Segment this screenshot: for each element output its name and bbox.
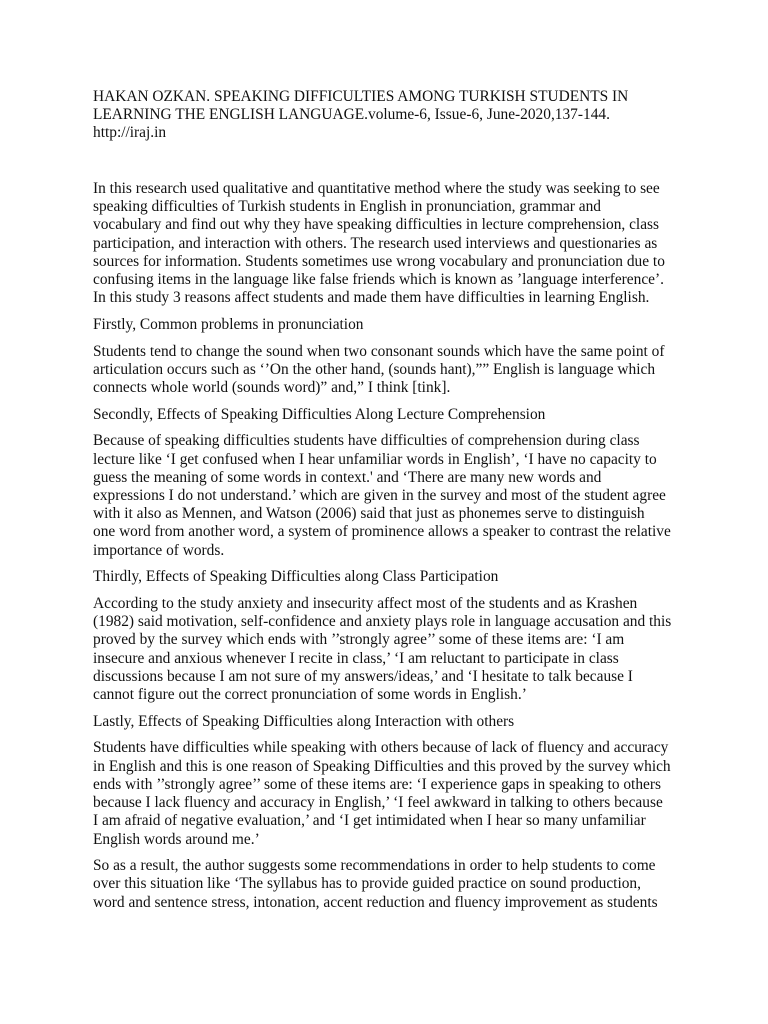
text-line: Firstly, Common problems in pronunciation: [93, 315, 364, 333]
body-paragraph: [93, 343, 683, 398]
text-line: Lastly, Effects of Speaking Difficulties along Interaction with others: [93, 712, 515, 730]
text-line: confusing items in the language like false friends which is known as ’language interference’.: [93, 271, 664, 289]
text-line: Thirdly, Effects of Speaking Difficulties along Class Participation: [93, 568, 499, 586]
text-line: (1982) said motivation, self-confidence and anxiety plays role in language accusation and this: [93, 613, 672, 631]
section-heading: [93, 713, 683, 731]
body-paragraph: [93, 739, 683, 848]
text-line: In this study 3 reasons affect students and made them have difficulties in learning English.: [93, 289, 650, 307]
text-line: participation, and interaction with others. The research used interviews and questionaries as: [93, 234, 658, 252]
text-line: English words around me.’: [93, 830, 260, 848]
text-line: in English and this is one reason of Speaking Difficulties and this proved by the survey which: [93, 757, 671, 775]
section-heading: [93, 316, 683, 334]
text-line: speaking difficulties of Turkish students in English in pronunciation, grammar and: [93, 198, 601, 216]
citation-reference: [93, 88, 683, 143]
text-line: importance of words.: [93, 541, 225, 559]
citation-line: HAKAN OZKAN. SPEAKING DIFFICULTIES AMONG TURKISH STUDENTS IN: [93, 88, 629, 105]
text-line: ends with ’’strongly agree’’ some of these items are: ‘I experience gaps in speaking to others: [93, 775, 661, 793]
text-line: According to the study anxiety and insecurity affect most of the students and as Krashen: [93, 595, 638, 613]
text-line: proved by the survey which ends with ’’strongly agree’’ some of these items are: ‘I am: [93, 631, 625, 649]
text-line: In this research used qualitative and quantitative method where the study was seeking to see: [93, 180, 660, 197]
text-line: word and sentence stress, intonation, accent reduction and fluency improvement as students: [93, 893, 658, 911]
text-line: vocabulary and find out why they have speaking difficulties in lecture comprehension, class: [93, 216, 660, 234]
body-paragraph: [93, 595, 683, 704]
text-line: So as a result, the author suggests some recommendations in order to help students to come: [93, 857, 656, 875]
text-line: articulation occurs such as ‘’On the other hand, (sounds hant),”” English is language which: [93, 360, 656, 378]
text-line: over this situation like ‘The syllabus has to provide guided practice on sound production,: [93, 875, 641, 893]
text-line: cannot figure out the correct pronunciation of some words in English.’: [93, 686, 527, 704]
body-paragraph: [93, 857, 683, 912]
text-line: connects whole world (sounds word)” and,” I think [tink].: [93, 379, 451, 397]
text-line: one word from another word, a system of prominence allows a speaker to contrast the relative: [93, 523, 671, 541]
text-line: insecure and anxious whenever I recite in class,’ ‘I am reluctant to participate in class: [93, 649, 619, 667]
citation-line: http://iraj.in: [93, 124, 167, 142]
text-line: Because of speaking difficulties students have difficulties of comprehension during class: [93, 432, 640, 450]
section-heading: [93, 568, 683, 586]
text-line: with it also as Mennen, and Watson (2006) said that just as phonemes serve to distinguish: [93, 505, 645, 523]
text-line: expressions I do not understand.’ which are given in the survey and most of the student agree: [93, 487, 666, 505]
section-heading: [93, 406, 683, 424]
text-line: guess the meaning of some words in context.' and ‘There are many new words and: [93, 468, 602, 486]
text-line: Students have difficulties while speaking with others because of lack of fluency and accuracy: [93, 739, 669, 757]
text-line: I am afraid of negative evaluation,’ and ‘I get intimidated when I hear so many unfamiliar: [93, 812, 646, 830]
text-line: Secondly, Effects of Speaking Difficulties Along Lecture Comprehension: [93, 405, 546, 423]
citation-line: LEARNING THE ENGLISH LANGUAGE.volume-6, Issue-6, June-2020,137-144.: [93, 106, 610, 124]
text-line: because I lack fluency and accuracy in English,’ ‘I feel awkward in talking to others because: [93, 794, 663, 812]
body-paragraph: [93, 432, 683, 559]
body-paragraph: [93, 180, 683, 307]
document-body: [93, 180, 683, 920]
text-line: Students tend to change the sound when two consonant sounds which have the same point of: [93, 342, 665, 360]
text-line: sources for information. Students sometimes use wrong vocabulary and pronunciation due to: [93, 252, 665, 270]
text-line: discussions because I am not sure of my answers/ideas,’ and ‘I hesitate to talk because I: [93, 667, 633, 685]
text-line: lecture like ‘I get confused when I hear unfamiliar words in English’, ‘I have no capacity to: [93, 450, 657, 468]
